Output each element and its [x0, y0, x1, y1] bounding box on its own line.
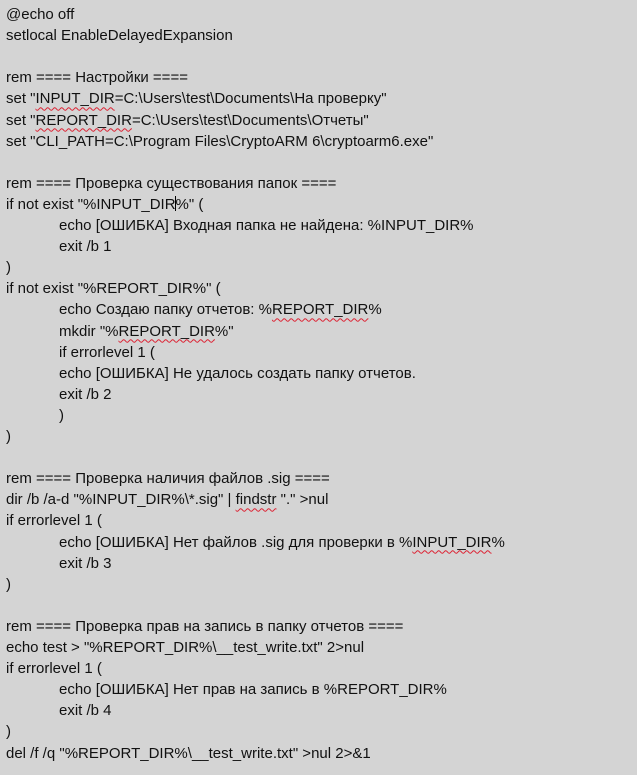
code-line	[6, 510, 102, 531]
code-line	[6, 194, 203, 215]
code-text: %" (	[175, 195, 204, 213]
code-text: del /f /q "%REPORT_DIR%\__test_write.txt" >nul 2>&1	[6, 744, 371, 762]
code-text: )	[6, 259, 11, 277]
code-line	[6, 88, 387, 109]
code-text: dir /b /a-d "%INPUT_DIR%\*.sig" |	[6, 491, 236, 509]
spellcheck-word: REPORT_DIR	[271, 301, 369, 319]
code-text: exit /b 3	[59, 554, 112, 572]
code-line	[59, 700, 112, 721]
code-line	[59, 299, 382, 320]
code-text: setlocal EnableDelayedExpansion	[6, 27, 233, 45]
code-text: %	[368, 301, 382, 319]
spellcheck-word: INPUT_DIR	[35, 90, 115, 108]
code-line	[6, 257, 11, 278]
code-text: %"	[214, 322, 234, 340]
code-line	[6, 173, 336, 194]
code-line	[6, 110, 369, 131]
spellcheck-word: REPORT_DIR	[35, 111, 132, 129]
code-text: rem ==== Проверка прав на запись в папку отчетов ====	[6, 617, 404, 635]
code-line	[6, 131, 433, 152]
code-text: rem ==== Проверка существования папок ====	[6, 174, 337, 192]
code-line	[6, 658, 102, 679]
code-line	[6, 278, 221, 299]
spellcheck-word: findstr	[235, 491, 277, 509]
code-text: echo [ОШИБКА] Входная папка не найдена: %INPUT_DIR%	[59, 217, 474, 234]
code-text: echo Создаю папку отчетов: %	[59, 301, 272, 319]
code-text: "." >nul	[276, 491, 329, 509]
code-text: if errorlevel 1 (	[6, 660, 102, 678]
spellcheck-word: REPORT_DIR	[118, 322, 215, 340]
code-text: exit /b 4	[59, 702, 112, 720]
code-line	[6, 743, 371, 764]
code-text: set "CLI_PATH=C:\Program Files\CryptoARM 6\cryptoarm6.exe"	[6, 132, 434, 150]
code-line	[59, 405, 64, 426]
code-line	[6, 426, 11, 447]
code-text: set "	[6, 90, 36, 108]
code-text: if not exist "%REPORT_DIR%" (	[6, 280, 221, 298]
code-text: echo test > "%REPORT_DIR%\__test_write.txt" 2>nul	[6, 639, 365, 656]
code-line	[6, 616, 403, 637]
code-text: echo [ОШИБКА] Нет файлов .sig для проверки в %	[59, 533, 413, 551]
code-line	[6, 468, 330, 489]
code-text: exit /b 1	[59, 238, 112, 256]
code-line	[59, 363, 416, 384]
code-line	[59, 532, 505, 553]
code-line	[59, 679, 447, 700]
spellcheck-word: INPUT_DIR	[412, 533, 492, 551]
code-line	[59, 553, 112, 574]
code-line	[59, 384, 112, 405]
code-line	[6, 574, 11, 595]
code-line	[6, 4, 74, 25]
code-text: if not exist "%INPUT_DIR	[6, 195, 176, 213]
code-text: @echo off	[6, 6, 75, 23]
code-text: echo [ОШИБКА] Нет прав на запись в %REPORT_DIR%	[59, 681, 447, 699]
code-text: if errorlevel 1 (	[59, 343, 155, 361]
code-text: exit /b 2	[59, 385, 112, 403]
code-text: set "	[6, 111, 36, 129]
code-text: mkdir "%	[59, 322, 119, 340]
code-line	[59, 236, 112, 257]
code-line	[6, 637, 364, 658]
code-line	[59, 342, 155, 363]
code-text: )	[6, 575, 11, 593]
code-line	[59, 215, 474, 236]
code-line	[6, 721, 11, 742]
code-text: )	[6, 723, 11, 741]
code-text: %	[491, 533, 505, 551]
code-line	[6, 489, 328, 510]
code-text: if errorlevel 1 (	[6, 512, 102, 530]
code-line	[59, 321, 234, 342]
code-text: =C:\Users\test\Documents\Отчеты"	[131, 111, 369, 129]
code-text: rem ==== Проверка наличия файлов .sig ====	[6, 470, 330, 488]
code-text: echo [ОШИБКА] Не удалось создать папку отчетов.	[59, 364, 416, 382]
code-line	[6, 25, 233, 46]
code-text: )	[59, 406, 64, 424]
code-text: =C:\Users\test\Documents\На проверку"	[114, 90, 387, 108]
code-text: rem ==== Настройки ====	[6, 69, 188, 87]
code-text: )	[6, 428, 11, 445]
code-line	[6, 67, 188, 88]
